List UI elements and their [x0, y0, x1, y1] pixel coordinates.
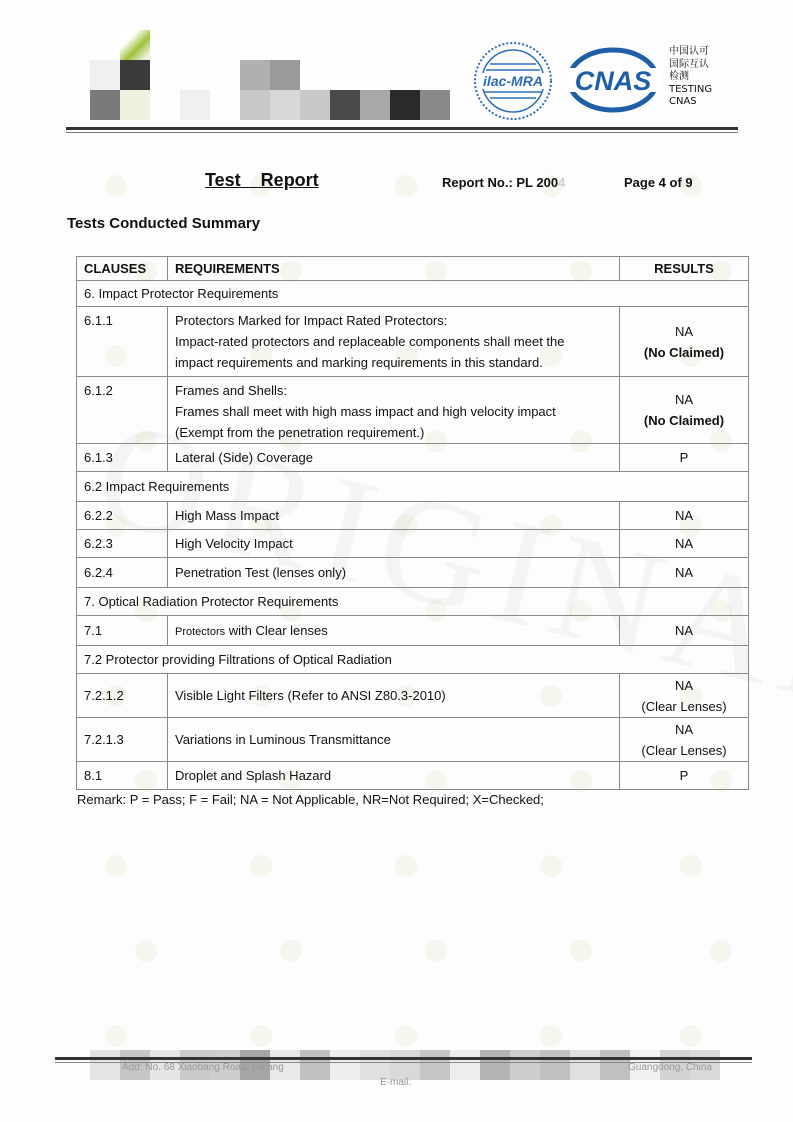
- report-number-faded: 4: [558, 175, 566, 190]
- cnas-line: CNAS: [669, 96, 697, 107]
- svg-text:ilac-MRA: ilac-MRA: [483, 73, 543, 89]
- table-row: [77, 377, 749, 444]
- footer-mosaic-tile: [480, 1050, 510, 1080]
- remark-legend: Remark: P = Pass; F = Fail; NA = Not Applicable, NR=Not Required; X=Checked;: [77, 792, 544, 807]
- logo-mosaic-tile: [180, 90, 210, 120]
- requirement-cell: [168, 502, 620, 530]
- result-cell: [620, 530, 749, 558]
- footer-mosaic-tile: [420, 1050, 450, 1080]
- svg-text:CNAS: CNAS: [574, 66, 652, 96]
- ilac-mra-logo: [472, 40, 554, 122]
- company-logo-pixelated: [90, 30, 460, 122]
- cnas-line: 国际互认: [669, 58, 709, 70]
- logo-mosaic-tile: [420, 90, 450, 120]
- table-section-row: [77, 646, 749, 674]
- watermark-stamp: [680, 855, 702, 877]
- footer-mosaic-tile: [540, 1050, 570, 1080]
- clause-cell: 6.1.3: [77, 444, 168, 472]
- header-divider-thin: [66, 132, 738, 133]
- logo-mosaic-tile: [120, 60, 150, 90]
- footer-mosaic-tile: [390, 1050, 420, 1080]
- footer-mosaic-tile: [300, 1050, 330, 1080]
- result-value: NA: [674, 392, 694, 407]
- requirement-line: Droplet and Splash Hazard: [175, 768, 332, 783]
- footer-mosaic-tile: [510, 1050, 540, 1080]
- logo-mosaic-tile: [390, 90, 420, 120]
- requirement-cell: [168, 377, 620, 444]
- footer-divider: [55, 1057, 752, 1060]
- watermark-stamp: [540, 855, 562, 877]
- result-note: (No Claimed): [643, 413, 725, 428]
- result-cell: [620, 762, 749, 790]
- cnas-line: 中国认可: [669, 46, 709, 57]
- logo-mosaic-tile: [240, 60, 270, 90]
- section-heading: Tests Conducted Summary: [67, 215, 261, 232]
- watermark-stamp: [280, 940, 302, 962]
- clause-cell: 6.2.3: [77, 530, 168, 558]
- watermark-stamp: [395, 175, 417, 197]
- requirement-line: (Exempt from the penetration requirement.): [175, 425, 425, 440]
- requirement-cell: [168, 718, 620, 762]
- requirement-line: Visible Light Filters (Refer to ANSI Z80.3-2010): [175, 688, 446, 703]
- requirement-cell: [168, 674, 620, 718]
- report-number-label: Report No.: PL 200: [442, 175, 559, 190]
- section-title: 6.2 Impact Requirements: [77, 472, 749, 502]
- table-header-row: [77, 257, 749, 281]
- watermark-stamp: [250, 1025, 272, 1047]
- footer-email: E-mail:: [380, 1077, 412, 1088]
- table-row: [77, 502, 749, 530]
- footer-address: Add: No. 68 Xiaobang Road, Dalang: [122, 1062, 284, 1073]
- requirement-line: High Velocity Impact: [175, 536, 293, 551]
- results-header: RESULTS: [620, 257, 749, 281]
- watermark-stamp: [710, 940, 732, 962]
- clause-cell: 7.2.1.3: [77, 718, 168, 762]
- requirement-line: High Mass Impact: [175, 508, 280, 523]
- clause-cell: 6.2.4: [77, 558, 168, 588]
- cnas-accreditation-text: [669, 46, 712, 109]
- result-value: NA: [674, 623, 694, 638]
- watermark-stamp: [680, 1025, 702, 1047]
- result-cell: [620, 558, 749, 588]
- table-row: [77, 674, 749, 718]
- requirement-cell: [168, 558, 620, 588]
- footer-mosaic-tile: [90, 1050, 120, 1080]
- clause-cell: 6.2.2: [77, 502, 168, 530]
- section-title: 6. Impact Protector Requirements: [77, 281, 749, 307]
- table-row: [77, 616, 749, 646]
- header-divider: [66, 127, 738, 130]
- result-value: NA: [674, 323, 694, 339]
- requirement-line: Frames and Shells:: [175, 383, 287, 398]
- footer-mosaic-tile: [570, 1050, 600, 1080]
- section-title: 7.2 Protector providing Filtrations of Optical Radiation: [77, 646, 749, 674]
- footer-mosaic-tile: [450, 1050, 480, 1080]
- watermark-stamp: [395, 855, 417, 877]
- watermark-stamp: [105, 175, 127, 197]
- result-value: P: [679, 450, 689, 465]
- watermark-stamp: [395, 1025, 417, 1047]
- report-number: [442, 175, 565, 190]
- table-row: [77, 307, 749, 377]
- result-note: (Clear Lenses): [641, 698, 727, 714]
- result-value: NA: [674, 721, 694, 737]
- result-cell: [620, 502, 749, 530]
- result-value: NA: [674, 677, 694, 693]
- logo-mosaic-tile: [90, 60, 120, 90]
- section-title: 7. Optical Radiation Protector Requirements: [77, 588, 749, 616]
- logo-mosaic-tile: [270, 60, 300, 90]
- clause-cell: 6.1.2: [77, 377, 168, 444]
- table-row: [77, 762, 749, 790]
- requirement-line: with Clear lenses: [225, 623, 328, 638]
- requirement-cell: [168, 444, 620, 472]
- result-value: NA: [674, 508, 694, 523]
- watermark-stamp: [135, 940, 157, 962]
- result-value: NA: [674, 536, 694, 551]
- result-cell: [620, 718, 749, 762]
- logo-mosaic-tile: [360, 90, 390, 120]
- requirement-line: Lateral (Side) Coverage: [175, 450, 314, 465]
- cnas-line: 检测: [669, 71, 689, 82]
- watermark-stamp: [425, 940, 447, 962]
- result-note: (No Claimed): [643, 344, 725, 360]
- requirement-cell: [168, 616, 620, 646]
- result-value: P: [679, 768, 689, 783]
- result-cell: [620, 616, 749, 646]
- table-row: [77, 530, 749, 558]
- requirement-line: impact requirements and marking requirements in this standard.: [175, 355, 543, 370]
- requirement-cell: [168, 762, 620, 790]
- table-section-row: [77, 281, 749, 307]
- table-section-row: [77, 472, 749, 502]
- requirements-header: REQUIREMENTS: [168, 257, 620, 281]
- requirement-line: Protectors Marked for Impact Rated Protectors:: [175, 313, 448, 328]
- logo-mosaic-tile: [270, 90, 300, 120]
- footer-address-end: Guangdong, China: [628, 1062, 712, 1073]
- result-cell: [620, 674, 749, 718]
- footer-mosaic-tile: [330, 1050, 360, 1080]
- table-row: [77, 718, 749, 762]
- requirement-line: Frames shall meet with high mass impact and high velocity impact: [175, 404, 556, 419]
- result-cell: [620, 377, 749, 444]
- requirement-cell: [168, 530, 620, 558]
- clause-cell: 7.2.1.2: [77, 674, 168, 718]
- clause-cell: 8.1: [77, 762, 168, 790]
- requirement-line: Penetration Test (lenses only): [175, 565, 347, 580]
- cnas-line: TESTING: [669, 83, 713, 95]
- watermark-stamp: [540, 1025, 562, 1047]
- table-section-row: [77, 588, 749, 616]
- result-cell: [620, 444, 749, 472]
- requirement-line: Impact-rated protectors and replaceable components shall meet the: [175, 334, 565, 349]
- clause-cell: 6.1.1: [77, 307, 168, 377]
- watermark-stamp: [570, 940, 592, 962]
- logo-mosaic-tile: [330, 90, 360, 120]
- logo-mosaic-tile: [240, 90, 270, 120]
- cnas-logo: [566, 46, 660, 114]
- requirement-prefix: Protectors: [175, 626, 226, 638]
- requirement-line: Variations in Luminous Transmittance: [175, 732, 391, 747]
- watermark-stamp: [250, 855, 272, 877]
- logo-mosaic-tile: [90, 90, 120, 120]
- footer-mosaic-tile: [360, 1050, 390, 1080]
- clause-cell: 7.1: [77, 616, 168, 646]
- page-indicator: Page 4 of 9: [624, 175, 693, 190]
- table-row: [77, 444, 749, 472]
- logo-mosaic-tile: [120, 30, 150, 60]
- logo-mosaic-tile: [120, 90, 150, 120]
- logo-mosaic-tile: [300, 90, 330, 120]
- result-note: (Clear Lenses): [641, 742, 727, 758]
- result-cell: [620, 307, 749, 377]
- report-title: Test Report: [205, 170, 319, 190]
- footer-mosaic-tile: [600, 1050, 630, 1080]
- result-value: NA: [674, 565, 694, 580]
- requirement-cell: [168, 307, 620, 377]
- table-row: [77, 558, 749, 588]
- clauses-header: CLAUSES: [77, 257, 168, 281]
- tests-summary-table: [76, 256, 749, 790]
- watermark-stamp: [105, 855, 127, 877]
- watermark-stamp: [105, 1025, 127, 1047]
- table-body: [77, 281, 749, 790]
